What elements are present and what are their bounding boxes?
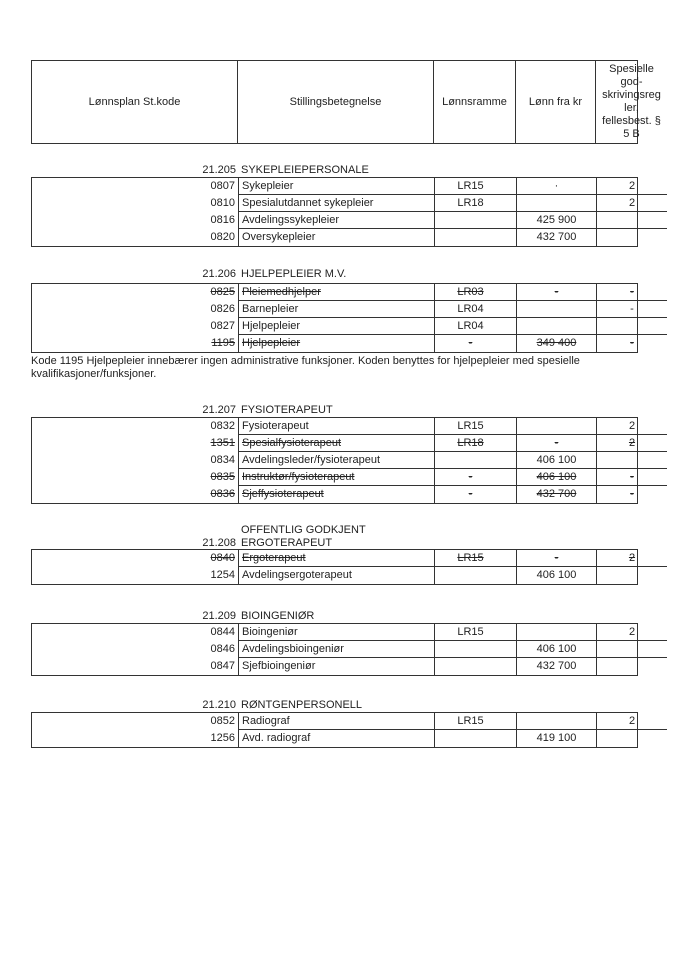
cell-lonn-fra: 419 100 — [516, 730, 596, 747]
cell-lonn-fra: - — [516, 435, 596, 452]
cell-lonn-fra: 406 100 — [516, 452, 596, 469]
cell-title: Instruktør/fysioterapeut — [238, 469, 434, 486]
section-code: 21.210 — [202, 699, 236, 711]
cell-lonn-fra: 406 100 — [516, 567, 596, 584]
cell-lonnsramme: LR15 — [434, 624, 516, 641]
cell-lonnsramme — [434, 730, 516, 747]
cell-lonnsramme: LR15 — [434, 713, 516, 730]
cell-lonnsramme — [434, 212, 516, 229]
cell-spesielle: 2 — [596, 178, 667, 195]
cell-spesielle: 2 — [596, 435, 667, 452]
cell-lonnsramme — [434, 658, 516, 675]
section-title: HJELPEPLEIER M.V. — [241, 268, 347, 280]
table-row — [32, 195, 637, 212]
table-row — [32, 335, 637, 352]
cell-lonn-fra: 349 400 — [516, 335, 596, 352]
cell-lonnsramme — [434, 567, 516, 584]
cell-title: Fysioterapeut — [238, 418, 434, 435]
cell-spesielle: 2 — [596, 550, 667, 567]
cell-title: Barnepleier — [238, 301, 434, 318]
cell-code: 0810 — [210, 197, 235, 209]
cell-code: 0840 — [210, 552, 235, 564]
section-title: SYKEPLEIEPERSONALE — [241, 164, 369, 176]
section-code: 21.205 — [202, 164, 236, 176]
cell-lonn-fra — [516, 195, 596, 212]
header-lonnsramme: Lønnsramme — [434, 61, 516, 143]
cell-lonn-fra: 406 100 — [516, 469, 596, 486]
header-lonnsplan: Lønnsplan St.kode — [32, 61, 238, 143]
cell-lonn-fra — [516, 301, 596, 318]
cell-lonnsramme: LR15 — [434, 418, 516, 435]
cell-spesielle — [596, 229, 667, 246]
cell-lonn-fra: - — [516, 550, 596, 567]
cell-lonnsramme — [434, 452, 516, 469]
section-title: BIOINGENIØR — [241, 610, 315, 622]
table-row — [32, 730, 637, 747]
cell-lonnsramme: LR18 — [434, 435, 516, 452]
cell-lonnsramme: - — [434, 469, 516, 486]
cell-title: Avdelingsergoterapeut — [238, 567, 434, 584]
cell-lonn-fra: 432 700 — [516, 486, 596, 503]
section-code: 21.207 — [202, 404, 236, 416]
cell-spesielle: - — [596, 301, 667, 318]
cell-code: 0844 — [210, 626, 235, 638]
cell-title: Ergoterapeut — [238, 550, 434, 567]
cell-spesielle: 2 — [596, 418, 667, 435]
table-row — [32, 624, 637, 641]
table-row — [32, 486, 637, 503]
cell-title: Bioingeniør — [238, 624, 434, 641]
cell-lonnsramme: LR04 — [434, 318, 516, 335]
cell-title: Oversykepleier — [238, 229, 434, 246]
cell-lonn-fra: 432 700 — [516, 658, 596, 675]
section-table — [31, 177, 638, 247]
cell-lonnsramme — [434, 229, 516, 246]
header-stillingsbetegnelse: Stillingsbetegnelse — [238, 61, 434, 143]
cell-code: 0820 — [210, 231, 235, 243]
cell-lonnsramme: - — [434, 486, 516, 503]
table-row — [32, 658, 637, 675]
table-header — [31, 60, 661, 144]
cell-title: Sykepleier — [238, 178, 434, 195]
cell-lonnsramme — [434, 641, 516, 658]
cell-spesielle: 2 — [596, 624, 667, 641]
header-spesielle-line: 5 B — [623, 128, 640, 140]
table-row — [32, 284, 637, 301]
cell-spesielle — [596, 318, 667, 335]
cell-code: 0835 — [210, 471, 235, 483]
cell-spesielle: - — [596, 469, 667, 486]
section-title: ERGOTERAPEUT — [241, 537, 333, 549]
cell-lonn-fra — [516, 418, 596, 435]
cell-spesielle: - — [596, 486, 667, 503]
cell-lonn-fra: - — [516, 284, 596, 301]
cell-title: Sjefbioingeniør — [238, 658, 434, 675]
table-row — [32, 229, 637, 246]
cell-spesielle: - — [596, 335, 667, 352]
table-row — [32, 301, 637, 318]
cell-title: Hjelpepleier — [238, 335, 434, 352]
table-row — [32, 418, 637, 435]
cell-lonn-fra: 432 700 — [516, 229, 596, 246]
cell-spesielle — [596, 452, 667, 469]
cell-code: 0827 — [210, 320, 235, 332]
cell-spesielle — [596, 658, 667, 675]
cell-lonn-fra: · — [516, 178, 596, 195]
section-table — [31, 283, 638, 353]
header-spesielle-line: god- — [620, 76, 643, 88]
table-row — [32, 567, 637, 584]
table-row — [32, 713, 637, 730]
table-row — [32, 178, 637, 195]
cell-title: Avd. radiograf — [238, 730, 434, 747]
section-code: 21.206 — [202, 268, 236, 280]
section-table — [31, 549, 638, 585]
cell-lonnsramme: - — [434, 335, 516, 352]
cell-lonnsramme: LR18 — [434, 195, 516, 212]
cell-spesielle — [596, 641, 667, 658]
cell-title: Sjeffysioterapeut — [238, 486, 434, 503]
section-code: 21.209 — [202, 610, 236, 622]
cell-title: Avdelingsleder/fysioterapeut — [238, 452, 434, 469]
table-row — [32, 550, 637, 567]
section-title: OFFENTLIG GODKJENT — [241, 524, 366, 536]
cell-lonnsramme: LR04 — [434, 301, 516, 318]
cell-code: 1256 — [210, 732, 235, 744]
header-spesielle-line: fellesbest. § — [602, 115, 661, 127]
table-row — [32, 212, 637, 229]
cell-title: Avdelingsbioingeniør — [238, 641, 434, 658]
cell-code: 0852 — [210, 715, 235, 727]
cell-lonn-fra — [516, 713, 596, 730]
cell-code: 0847 — [210, 660, 235, 672]
cell-code: 0836 — [210, 488, 235, 500]
table-row — [32, 318, 637, 335]
header-lonn-fra: Lønn fra kr — [516, 61, 596, 143]
section-title: RØNTGENPERSONELL — [241, 699, 363, 711]
section-code: 21.208 — [202, 537, 236, 549]
cell-lonn-fra: 425 900 — [516, 212, 596, 229]
cell-title: Avdelingssykepleier — [238, 212, 434, 229]
cell-code: 1351 — [210, 437, 235, 449]
cell-title: Spesialutdannet sykepleier — [238, 195, 434, 212]
header-spesielle-line: ler, — [624, 102, 639, 114]
section-title: FYSIOTERAPEUT — [241, 404, 333, 416]
cell-code: 0816 — [210, 214, 235, 226]
cell-title: Spesialfysioterapeut — [238, 435, 434, 452]
cell-lonn-fra: 406 100 — [516, 641, 596, 658]
section-note: Kode 1195 Hjelpepleier innebærer ingen administrative funksjoner. Koden benyttes for hjelpepleier med spesielle kvalifikasjoner/funksjoner. — [31, 355, 580, 380]
cell-code: 0834 — [210, 454, 235, 466]
section-table — [31, 623, 638, 676]
cell-title: Pleiemedhjelper — [238, 284, 434, 301]
cell-code: 0826 — [210, 303, 235, 315]
cell-spesielle: 2 — [596, 713, 667, 730]
cell-title: Radiograf — [238, 713, 434, 730]
section-table — [31, 712, 638, 748]
header-spesielle — [596, 61, 667, 143]
cell-spesielle: - — [596, 284, 667, 301]
cell-spesielle: 2 — [596, 195, 667, 212]
cell-title: Hjelpepleier — [238, 318, 434, 335]
header-spesielle-line: skrivingsreg — [602, 89, 661, 101]
cell-spesielle — [596, 730, 667, 747]
section-table — [31, 417, 638, 504]
cell-lonnsramme: LR15 — [434, 178, 516, 195]
cell-code: 1254 — [210, 569, 235, 581]
cell-lonnsramme: LR15 — [434, 550, 516, 567]
header-spesielle-line: Spesielle — [609, 63, 654, 75]
cell-spesielle — [596, 567, 667, 584]
cell-code: 1195 — [211, 337, 235, 349]
cell-lonn-fra — [516, 624, 596, 641]
table-row — [32, 452, 637, 469]
cell-lonn-fra — [516, 318, 596, 335]
cell-code: 0807 — [210, 180, 235, 192]
cell-lonnsramme: LR03 — [434, 284, 516, 301]
cell-code: 0846 — [210, 643, 235, 655]
table-row — [32, 435, 637, 452]
cell-code: 0825 — [210, 286, 235, 298]
cell-code: 0832 — [210, 420, 235, 432]
table-row — [32, 469, 637, 486]
table-row — [32, 641, 637, 658]
cell-spesielle — [596, 212, 667, 229]
